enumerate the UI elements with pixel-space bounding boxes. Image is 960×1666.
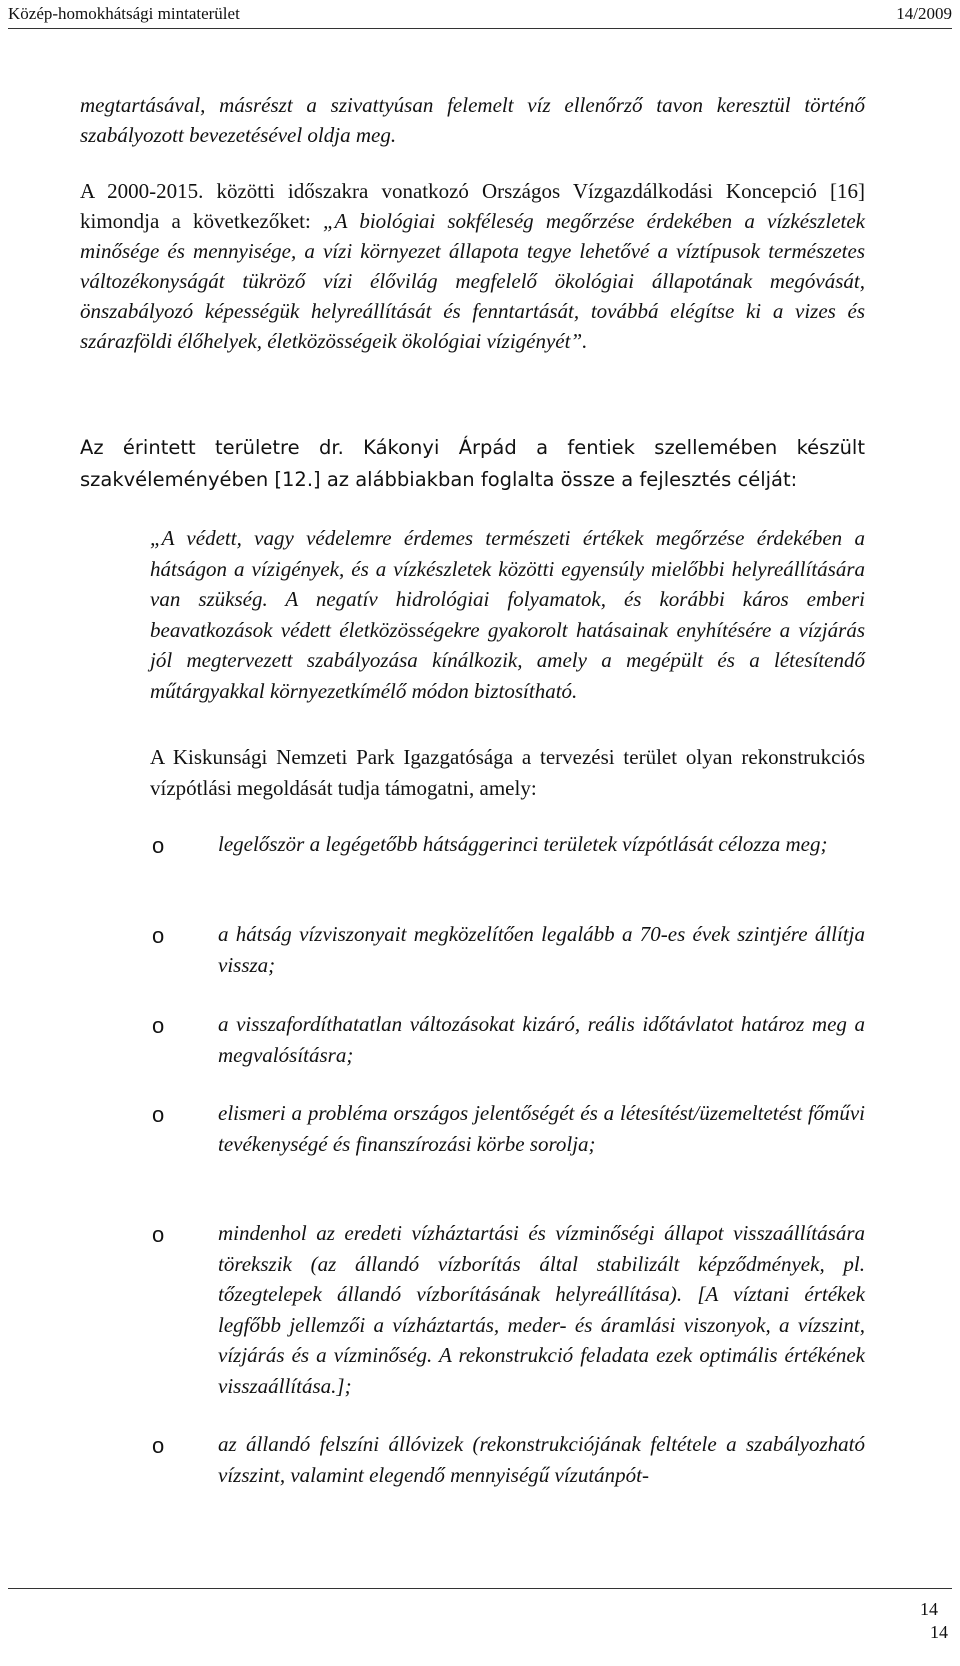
list-item: legelőször a legégetőbb hátsággerinci területek vízpótlását célozza meg;	[218, 832, 828, 856]
paragraph-2-quote: „A biológiai sokféleség megőrzése érdekében a vízkészletek minősége és mennyisége, a vízi környezet állapota tegye lehetővé a víztípusok természetes változékonyságát tükröző vízi élővilág megfelelő ökológiai állapotának megóvását, önszabályozó képességük helyreállítását és fenntartását, továbbá elégítse ki a vizes és szárazföldi élőhelyek, életközösségeik ökológiai vízigényét”.	[80, 209, 865, 353]
paragraph-1: megtartásával, másrészt a szivattyúsan felemelt víz ellenőrző tavon keresztül történő szabályozott bevezetésével oldja meg.	[80, 93, 865, 147]
paragraph-3: Az érintett területre dr. Kákonyi Árpád a fentiek szellemében készült szakvéleményében [12.] az alábbiakban foglalta össze a fejlesztés célját:	[80, 436, 865, 491]
list-bullet: o	[152, 923, 165, 948]
header-title: Közép-homokhátsági mintaterület	[8, 4, 240, 23]
paragraph-2-intro: A 2000-2015. közötti időszakra vonatkozó Országos Vízgazdálkodási Koncepció [16] kimondja a következőket:	[80, 179, 865, 233]
page-header	[8, 0, 952, 29]
list-item: az állandó felszíni állóvizek (rekonstrukciójának feltétele a szabályozható vízszint, valamint elegendő mennyiségű vízutánpót-	[218, 1432, 865, 1487]
header-issue: 14/2009	[896, 4, 952, 23]
list-bullet: o	[152, 833, 165, 858]
list-item: a hátság vízviszonyait megközelítően legalább a 70-es évek szintjére állítja vissza;	[218, 922, 865, 977]
page-number-corner: 14	[930, 1622, 948, 1642]
paragraph-2	[80, 176, 865, 356]
list-bullet: o	[152, 1102, 165, 1127]
paragraph-4: A Kiskunsági Nemzeti Park Igazgatósága a tervezési terület olyan rekonstrukciós vízpótlási megoldását tudja támogatni, amely:	[150, 745, 865, 800]
list-bullet: o	[152, 1222, 165, 1247]
list-bullet: o	[152, 1013, 165, 1038]
expert-quote: „A védett, vagy védelemre érdemes természeti értékek megőrzése érdekében a hátságon a vízigények, és a vízkészletek közötti egyensúly mielőbbi helyreállítására van szükség. A negatív hidrológiai folyamatok, és korábbi káros emberi beavatkozások védett életközösségekre gyakorolt hatásainak enyhítésére a vízjárás jól megtervezett szabályozása kínálkozik, amely a megépült és a létesítendő műtárgyakkal környezetkímélő módon biztosítható.	[150, 526, 865, 703]
page-footer-rule	[8, 1588, 952, 1589]
page-number: 14	[920, 1599, 938, 1619]
list-item: elismeri a probléma országos jelentőségét és a létesítést/üzemeltetést főművi tevékenységé és finanszírozási körbe sorolja;	[218, 1101, 865, 1156]
list-bullet: o	[152, 1433, 165, 1458]
list-item: mindenhol az eredeti vízháztartási és vízminőségi állapot visszaállítására törekszik (az állandó vízborítás által stabilizált képződmények, pl. tőzegtelepek állandó vízborításának helyreállítása). [A víztani értékek legfőbb jellemzői a vízháztartás, meder- és áramlási viszonyok, a vízszint, vízjárás és a vízminőség. A rekonstrukció feladata ezek optimális értékének visszaállítása.];	[218, 1221, 865, 1398]
list-item: a visszafordíthatatlan változásokat kizáró, reális időtávlatot határoz meg a megvalósításra;	[218, 1012, 865, 1067]
